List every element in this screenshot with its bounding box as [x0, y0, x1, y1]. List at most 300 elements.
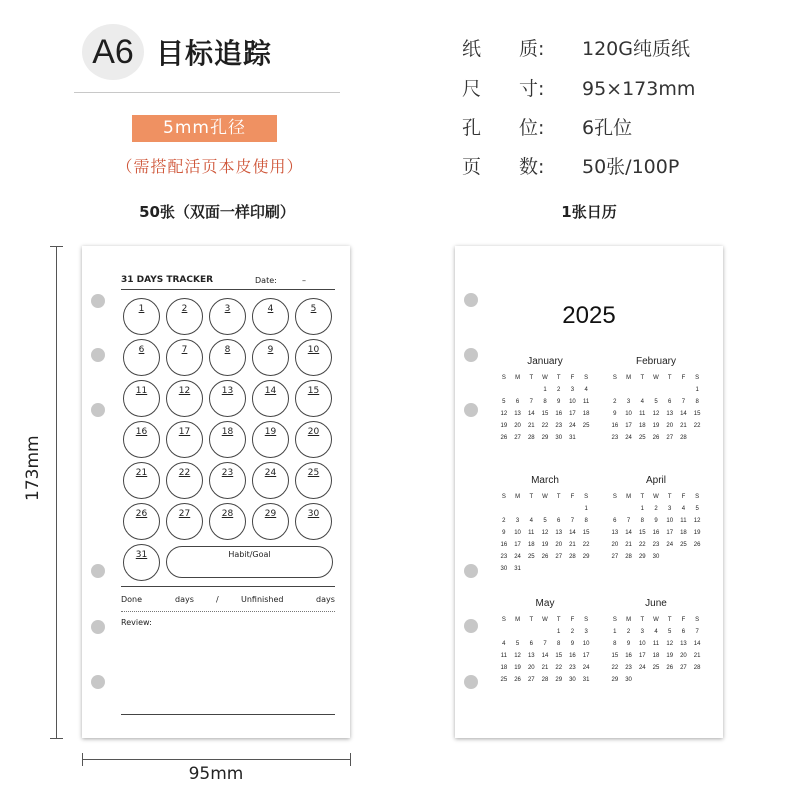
month-grid: [497, 372, 593, 444]
spec-label: 页 数:: [462, 156, 545, 178]
days-label: days: [316, 595, 335, 604]
calendar-day: 10: [638, 641, 646, 647]
calendar-day: 8: [584, 518, 588, 524]
calendar-day: 24: [625, 435, 632, 441]
calendar-day: 10: [582, 641, 590, 647]
calendar-day: 23: [555, 423, 563, 429]
calendar-day: 1: [584, 506, 588, 512]
weekday-header: T: [667, 617, 672, 623]
calendar-day: 10: [666, 518, 674, 524]
day-circle: [295, 298, 332, 335]
calendar-day: 30: [569, 677, 576, 683]
done-label: Done: [121, 595, 143, 604]
punch-hole: [464, 403, 478, 417]
calendar-day: 5: [543, 518, 547, 524]
calendar-day: 18: [638, 423, 646, 429]
calendar-day: 19: [693, 530, 701, 536]
weekday-header: T: [667, 375, 672, 381]
calendar-day: 1: [640, 506, 644, 512]
calendar-day: 14: [680, 411, 687, 417]
punch-hole: [464, 619, 478, 633]
calendar-day: 10: [569, 399, 576, 405]
empty-cell: [524, 384, 538, 396]
day-circle: [166, 339, 203, 376]
calendar-day: 17: [625, 423, 632, 429]
calendar-day: 23: [569, 665, 576, 671]
calendar-day: 15: [582, 530, 590, 536]
spec-value: 95×173mm: [582, 78, 696, 100]
unfinished-label: Unfinished: [241, 595, 284, 604]
empty-cell: [524, 503, 538, 515]
calendar-day: 4: [584, 387, 588, 393]
calendar-day: 25: [680, 542, 687, 548]
month-block: [497, 475, 593, 575]
day-circle: [123, 298, 160, 335]
day-circle: [209, 462, 246, 499]
day-number: 29: [264, 509, 277, 519]
calendar-day: 2: [626, 629, 631, 635]
calendar-day: 15: [611, 653, 619, 659]
calendar-day: 2: [654, 506, 658, 512]
day-number: 27: [178, 509, 191, 519]
calendar-day: 7: [626, 518, 631, 524]
day-number: 3: [224, 304, 231, 314]
calendar-day: 6: [529, 641, 533, 647]
days-label: days: [175, 595, 194, 604]
calendar-day: 2: [570, 629, 575, 635]
calendar-day: 2: [502, 518, 506, 524]
calendar-caption: 1张日历: [561, 203, 617, 221]
month-name: June: [645, 598, 667, 609]
calendar-day: 19: [652, 423, 660, 429]
calendar-day: 28: [680, 435, 687, 441]
calendar-day: 14: [625, 530, 632, 536]
weekday-header: S: [612, 617, 617, 623]
calendar-day: 24: [514, 554, 521, 560]
day-circle: [252, 380, 289, 417]
calendar-day: 26: [652, 435, 660, 441]
calendar-day: 30: [555, 435, 563, 441]
calendar-day: 11: [652, 641, 660, 647]
calendar-day: 17: [638, 653, 646, 659]
calendar-day: 28: [625, 554, 632, 560]
calendar-day: 22: [582, 542, 590, 548]
weekday-header: F: [681, 494, 686, 500]
spec-value: 6孔位: [582, 117, 633, 139]
calendar-day: 4: [654, 629, 658, 635]
calendar-day: 9: [626, 641, 631, 647]
month-name: February: [635, 356, 676, 367]
calendar-day: 11: [639, 411, 646, 417]
day-number: 26: [135, 509, 148, 519]
day-circle: [295, 380, 332, 417]
calendar-day: 25: [582, 423, 590, 429]
weekday-header: F: [570, 494, 575, 500]
day-circle: [209, 339, 246, 376]
calendar-day: 21: [680, 423, 687, 429]
spec-holes: [462, 113, 632, 140]
calendar-day: 11: [500, 653, 507, 659]
punch-hole: [464, 564, 478, 578]
day-circle: [166, 421, 203, 458]
calendar-day: 17: [514, 542, 521, 548]
spec-label: 尺 寸:: [462, 78, 545, 100]
empty-cell: [538, 503, 552, 515]
weekday-header: S: [501, 375, 506, 381]
binder-note: （需搭配活页本皮使用）: [116, 157, 304, 176]
review-bottom-rule: [121, 714, 335, 715]
calendar-day: 19: [541, 542, 549, 548]
tracker-page: [82, 246, 350, 738]
calendar-day: 20: [514, 423, 521, 429]
empty-cell: [538, 626, 552, 638]
calendar-day: 5: [654, 399, 658, 405]
spec-paper: [462, 34, 690, 61]
weekday-header: M: [515, 375, 521, 381]
calendar-day: 11: [583, 399, 590, 405]
calendar-page: [455, 246, 723, 738]
punch-hole: [91, 403, 105, 417]
calendar-day: 26: [541, 554, 549, 560]
calendar-day: 7: [570, 518, 575, 524]
weekday-header: W: [542, 375, 548, 381]
calendar-day: 3: [570, 387, 575, 393]
calendar-day: 3: [584, 629, 588, 635]
calendar-day: 16: [500, 542, 508, 548]
calendar-day: 8: [543, 399, 547, 405]
month-block: [497, 356, 593, 444]
calendar-day: 29: [541, 435, 549, 441]
calendar-day: 21: [625, 542, 632, 548]
calendar-day: 26: [666, 665, 674, 671]
calendar-day: 21: [541, 665, 549, 671]
size-badge: A6: [82, 24, 144, 80]
calendar-day: 5: [695, 506, 699, 512]
tracker-header: [121, 273, 335, 290]
calendar-day: 8: [640, 518, 644, 524]
month-grid: [608, 614, 704, 686]
weekday-header: T: [556, 494, 561, 500]
day-number: 15: [307, 386, 320, 396]
tracker-title: 31 DAYS TRACKER: [121, 275, 214, 285]
calendar-day: 5: [668, 629, 672, 635]
month-grid: [497, 614, 593, 686]
weekday-header: F: [570, 375, 575, 381]
day-circle: [295, 462, 332, 499]
empty-cell: [663, 384, 677, 396]
calendar-day: 3: [515, 518, 520, 524]
calendar-day: 30: [652, 554, 660, 560]
empty-cell: [552, 503, 566, 515]
day-number: 22: [178, 468, 191, 478]
weekday-header: F: [570, 617, 575, 623]
calendar-day: 22: [555, 665, 563, 671]
empty-cell: [497, 503, 511, 515]
calendar-day: 19: [514, 665, 521, 671]
calendar-day: 11: [680, 518, 687, 524]
day-circle: [123, 544, 160, 581]
day-number: 4: [267, 304, 274, 314]
empty-cell: [566, 503, 580, 515]
calendar-day: 12: [693, 518, 701, 524]
empty-cell: [497, 626, 511, 638]
calendar-day: 15: [693, 411, 701, 417]
calendar-day: 23: [625, 665, 632, 671]
calendar-day: 23: [611, 435, 619, 441]
month-name: April: [645, 475, 666, 486]
calendar-day: 24: [638, 665, 646, 671]
day-number: 23: [221, 468, 234, 478]
calendar-day: 4: [681, 506, 686, 512]
calendar-day: 22: [693, 423, 701, 429]
calendar-day: 22: [541, 423, 549, 429]
width-label: 95mm: [188, 764, 244, 784]
calendar-day: 3: [668, 506, 672, 512]
weekday-header: T: [667, 494, 672, 500]
day-number: 24: [264, 468, 277, 478]
date-label: Date:: [255, 276, 277, 285]
calendar-day: 5: [502, 399, 506, 405]
calendar-day: 17: [569, 411, 576, 417]
calendar-day: 4: [529, 518, 533, 524]
title-divider: [74, 92, 340, 93]
height-dimension-line: [56, 246, 57, 738]
calendar-day: 30: [625, 677, 632, 683]
day-circle: [252, 421, 289, 458]
calendar-day: 23: [652, 542, 660, 548]
month-block: [608, 475, 704, 563]
day-number: 18: [221, 427, 234, 437]
calendar-day: 14: [527, 411, 535, 417]
calendar-day: 28: [541, 677, 549, 683]
calendar-day: 29: [638, 554, 646, 560]
calendar-day: 28: [527, 435, 535, 441]
month-name: March: [531, 475, 559, 486]
calendar-day: 6: [613, 518, 617, 524]
calendar-day: 24: [666, 542, 674, 548]
empty-cell: [511, 384, 525, 396]
weekday-header: W: [653, 617, 659, 623]
empty-cell: [649, 384, 663, 396]
day-circle: [209, 503, 246, 540]
calendar-day: 24: [569, 423, 576, 429]
calendar-day: 10: [514, 530, 521, 536]
calendar-day: 25: [652, 665, 660, 671]
day-number: 6: [138, 345, 145, 355]
day-circle: [123, 421, 160, 458]
weekday-header: F: [681, 375, 686, 381]
height-tick-top: [50, 246, 63, 247]
calendar-day: 20: [666, 423, 674, 429]
weekday-header: S: [612, 494, 617, 500]
weekday-header: T: [529, 617, 534, 623]
calendar-day: 10: [625, 411, 632, 417]
weekday-header: W: [542, 617, 548, 623]
punch-hole: [464, 348, 478, 362]
calendar-day: 16: [625, 653, 632, 659]
calendar-day: 7: [681, 399, 686, 405]
calendar-day: 22: [611, 665, 619, 671]
calendar-day: 27: [527, 677, 535, 683]
punch-hole: [91, 620, 105, 634]
spec-value: 120G纯质纸: [582, 38, 690, 60]
calendar-day: 12: [500, 411, 508, 417]
calendar-year: 2025: [562, 302, 616, 329]
month-name: May: [535, 598, 555, 609]
calendar-day: 6: [557, 518, 561, 524]
spec-size: [462, 74, 695, 101]
calendar-day: 27: [666, 435, 674, 441]
day-circle: [123, 503, 160, 540]
review-label: Review:: [121, 618, 152, 627]
empty-cell: [677, 384, 691, 396]
height-label: 173mm: [23, 435, 43, 501]
weekday-header: M: [515, 617, 521, 623]
empty-cell: [608, 384, 622, 396]
month-grid: [608, 491, 704, 563]
empty-cell: [497, 384, 511, 396]
weekday-header: T: [529, 375, 534, 381]
calendar-day: 18: [500, 665, 508, 671]
weekday-header: S: [695, 494, 700, 500]
calendar-day: 20: [611, 542, 619, 548]
calendar-day: 13: [611, 530, 619, 536]
punch-hole: [91, 675, 105, 689]
calendar-day: 25: [638, 435, 646, 441]
day-circle: [166, 462, 203, 499]
day-circle: [252, 503, 289, 540]
month-name: January: [527, 356, 563, 367]
calendar-day: 21: [569, 542, 576, 548]
day-number: 31: [135, 550, 148, 560]
calendar-day: 13: [527, 653, 535, 659]
day-circle: [252, 462, 289, 499]
day-number: 12: [178, 386, 191, 396]
day-circle: [295, 421, 332, 458]
calendar-day: 8: [557, 641, 561, 647]
day-circle: [209, 421, 246, 458]
calendar-day: 7: [695, 629, 699, 635]
day-number: 19: [264, 427, 277, 437]
calendar-day: 1: [543, 387, 547, 393]
weekday-header: S: [584, 494, 589, 500]
month-grid: [497, 491, 593, 575]
calendar-day: 29: [611, 677, 619, 683]
weekday-header: M: [626, 375, 632, 381]
calendar-day: 27: [680, 665, 687, 671]
hole-size-badge: 5mm孔径: [132, 115, 277, 142]
weekday-header: S: [501, 494, 506, 500]
spec-label: 孔 位:: [462, 117, 545, 139]
calendar-day: 20: [680, 653, 687, 659]
calendar-day: 9: [613, 411, 617, 417]
calendar-day: 1: [695, 387, 699, 393]
day-circle: [209, 380, 246, 417]
calendar-day: 25: [527, 554, 535, 560]
calendar-day: 4: [502, 641, 506, 647]
calendar-day: 16: [611, 423, 619, 429]
calendar-day: 31: [582, 677, 590, 683]
day-number: 1: [138, 304, 145, 314]
calendar-day: 12: [652, 411, 660, 417]
calendar-day: 6: [668, 399, 672, 405]
calendar-day: 31: [514, 566, 521, 572]
calendar-day: 13: [555, 530, 563, 536]
calendar-day: 20: [527, 665, 535, 671]
calendar-day: 13: [680, 641, 687, 647]
calendar-day: 20: [555, 542, 563, 548]
calendar-day: 8: [613, 641, 617, 647]
day-number: 30: [307, 509, 320, 519]
calendar-day: 1: [557, 629, 561, 635]
calendar-day: 27: [611, 554, 619, 560]
day-number: 13: [221, 386, 234, 396]
date-dash: –: [302, 276, 306, 285]
day-number: 21: [135, 468, 148, 478]
calendar-day: 17: [582, 653, 590, 659]
weekday-header: M: [626, 494, 632, 500]
calendar-day: 14: [541, 653, 549, 659]
calendar-day: 16: [569, 653, 576, 659]
month-block: [497, 598, 593, 686]
calendar-day: 6: [681, 629, 686, 635]
calendar-day: 18: [652, 653, 660, 659]
height-tick-bottom: [50, 738, 63, 739]
day-number: 10: [307, 345, 320, 355]
calendar-day: 3: [640, 629, 644, 635]
punch-hole: [91, 564, 105, 578]
day-circle: [252, 339, 289, 376]
calendar-day: 2: [557, 387, 561, 393]
weekday-header: S: [584, 617, 589, 623]
weekday-header: M: [626, 617, 632, 623]
weekday-header: W: [653, 494, 659, 500]
dotted-divider: [121, 611, 335, 612]
calendar-day: 15: [541, 411, 549, 417]
weekday-header: S: [584, 375, 589, 381]
calendar-day: 26: [500, 435, 508, 441]
day-number: 25: [307, 468, 320, 478]
calendar-day: 12: [541, 530, 549, 536]
weekday-header: T: [556, 375, 561, 381]
calendar-day: 18: [527, 542, 535, 548]
day-circle: [295, 503, 332, 540]
calendar-day: 18: [680, 530, 687, 536]
width-dimension-line: [82, 759, 350, 760]
habit-goal-label: Habit/Goal: [228, 550, 271, 559]
calendar-day: 23: [500, 554, 508, 560]
day-number: 14: [264, 386, 277, 396]
calendar-day: 13: [666, 411, 674, 417]
calendar-day: 21: [527, 423, 535, 429]
calendar-day: 7: [529, 399, 533, 405]
day-number: 28: [221, 509, 234, 519]
calendar-day: 27: [555, 554, 563, 560]
calendar-day: 9: [557, 399, 561, 405]
calendar-day: 14: [693, 641, 701, 647]
calendar-day: 25: [500, 677, 508, 683]
spec-label: 纸 质:: [462, 38, 545, 60]
calendar-day: 16: [652, 530, 660, 536]
calendar-day: 8: [695, 399, 699, 405]
calendar-day: 29: [555, 677, 563, 683]
calendar-day: 18: [582, 411, 590, 417]
empty-cell: [511, 626, 525, 638]
calendar-day: 4: [640, 399, 644, 405]
day-circle: [123, 380, 160, 417]
empty-cell: [511, 503, 525, 515]
weekday-header: W: [542, 494, 548, 500]
